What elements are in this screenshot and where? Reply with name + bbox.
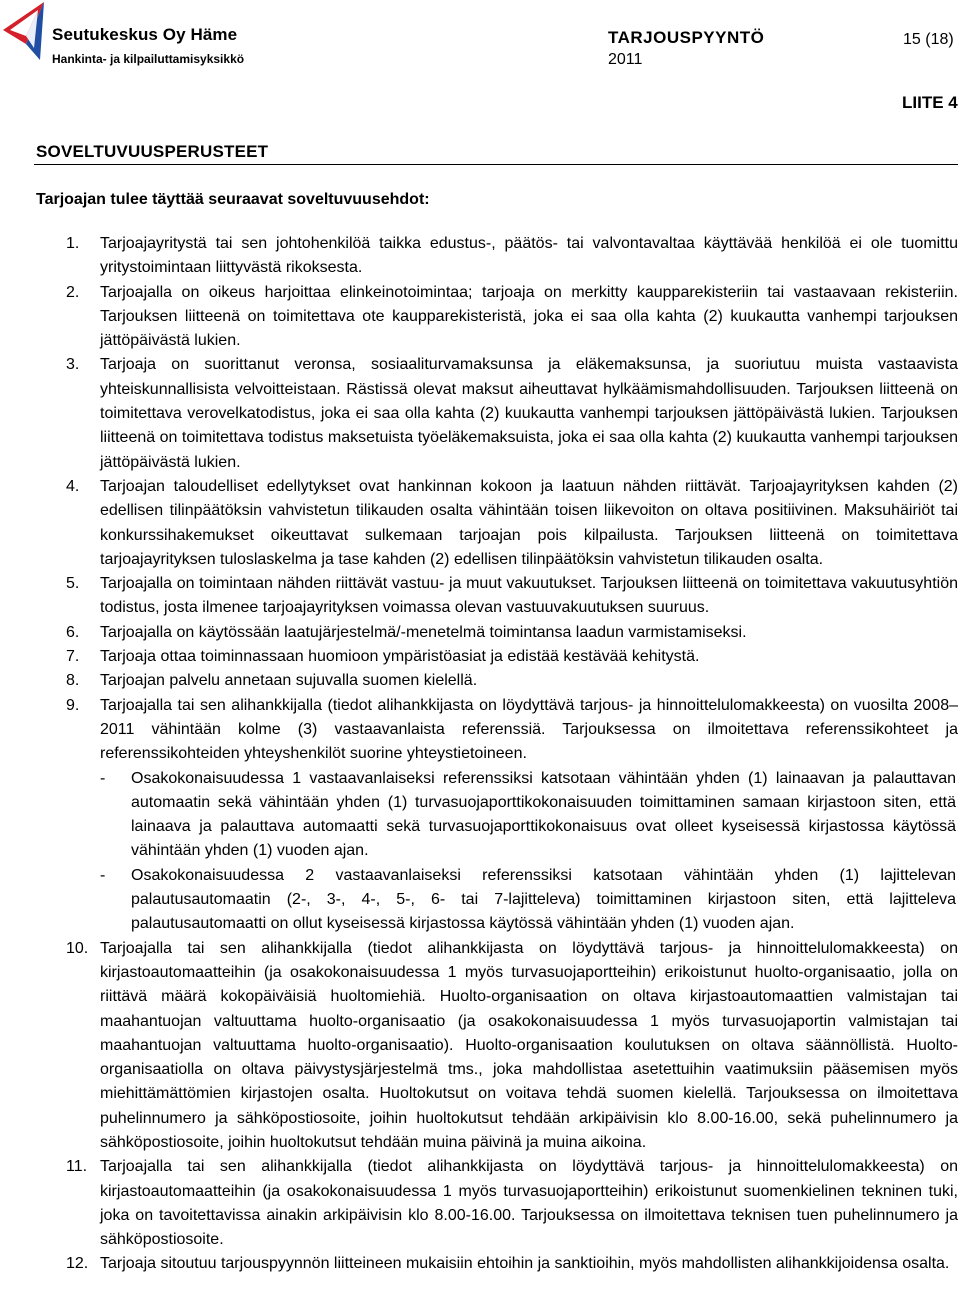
document-title: TARJOUSPYYNTÖ [608,28,765,47]
sub-list-item [0,864,958,937]
sub-item-dash: - [100,866,106,884]
item-text: Tarjoajan taloudelliset edellytykset ovat hankinnan kokoon ja laatuun nähden riittävät. Tarjoajayrityksen kahden (2) edellisen tilinpäätöksin vahvistetun tilikauden osalta vähintään toisen liikevoiton on oltava positiivinen. Maksuhäiriöt tai konkurssihakemukset oikeuttavat sulkemaan tarjoajan pois kilpailusta. Tarjouksen liitteenä on toimitettava tarjoajayrityksen tuloslaskelma ja tase kahden (2) edellisen tilinpäätöksin vahvistetun tilikauden osalta. [100,477,958,568]
item-number: 10. [66,939,89,957]
item-text: Tarjoajalla tai sen alihankkijalla (tiedot alihankkijasta on löydyttävä tarjous- ja hinnoittelulomakkeesta) on kirjastoautomaatteihin (ja osakokonaisuudessa 1 myös turvasuojaportteihin) erikoistunut huolto-organisaatio, jolla on riittävä määrä kokopäiväisiä huoltomiehiä. Huolto-organisaation on oltava kirjastoautomaattien valmistajan tai maahantuojan valtuuttama huolto-organisaatio (ja osakokonaisuudessa 1 myös turvasuojaportin valmistajan tai maahantuojan valtuuttama huolto-organisaatio). Huolto-organisaation koulutuksen on oltava säännöllistä. Huolto-organisaatiolla on oltava päivystysjärjestelmä tms., joka mahdollistaa asetettuihin vaatimuksiin pääsemisen myös miehittämättömien kirjastojen osalta. Huoltokutsut on voitava tehdä suomen kielellä. Tarjouksessa on ilmoitettava puhelinnumero ja sähköpostiosoite, joihin huoltokutsut tehdään arkipäivisin klo 8.00-16.00, sekä puhelinnumero ja sähköpostiosoite, joihin huoltokutsut tehdään muina päivinä ja muina aikoina. [100,939,958,1151]
list-item [0,937,960,1156]
item-number: 11. [66,1158,88,1176]
item-text: Tarjoajan palvelu annetaan sujuvalla suomen kielellä. [100,672,478,690]
item-number: 1. [66,235,80,252]
sub-list-item [0,767,958,864]
item-text: Tarjoajalla on toimintaan nähden riittävät vastuu- ja muut vakuutukset. Tarjouksen liitteenä on toimitettava vakuutusyhtiön todistus, josta ilmenee tarjoajayrityksen voimassa olevan vastuuvakuutuksen suuruus. [100,575,958,617]
list-item [0,669,960,693]
sub-item-text: Osakokonaisuudessa 1 vastaavanlaiseksi referenssiksi katsotaan vähintään yhden (1) lainaavan ja palauttavan automaatin sekä vähintään yhden (1) turvasuojaporttikokonaisuuden toimittaminen samaan kirjastoon siten, että lainaava ja palauttava automaatti sekä turvasuojaporttikokonaisuus ovat olleet kyseisessä kirjastossa käytössä vähintään yhden (1) vuoden ajan. [131,769,956,860]
list-item [0,232,960,281]
item-text: Tarjoajalla on oikeus harjoittaa elinkeinotoimintaa; tarjoaja on merkitty kaupparekisteriin tai vastaavaan rekisteriin. Tarjouksen liitteenä on toimitettava ote kaupparekisteristä, joka ei saa olla kahta (2) kuukautta vanhempi tarjouksen jättöpäivästä lukien. [100,283,958,350]
list-item [0,621,960,645]
organization-name: Seutukeskus Oy Häme [52,25,238,44]
organization-unit: Hankinta- ja kilpailuttamisyksikkö [52,52,245,66]
item-number: 12. [66,1255,89,1273]
item-text: Tarjoajalla tai sen alihankkijalla (tiedot alihankkijasta on löydyttävä tarjous- ja hinnoittelulomakkeesta) on vuosilta 2008–2011 vähintään kolme (3) vastaavanlaista referenssiä. Tarjouksessa on ilmoitettava referenssikohteet ja referenssikohteiden yhteyshenkilöt suorine yhteystietoineen. [100,696,958,763]
item-text: Tarjoaja ottaa toiminnassaan huomioon ympäristöasiat ja edistää kestävää kehitystä. [100,648,700,666]
item-text: Tarjoaja sitoutuu tarjouspyynnön liitteineen mukaisiin ehtoihin ja sanktioihin, myös mahdollisten alihankkijoidensa osalta. [100,1255,950,1273]
item-text: Tarjoajalla on käytössään laatujärjestelmä/-menetelmä toimintansa laadun varmistamiseksi. [100,623,747,641]
attachment-label: LIITE 4 [902,93,958,112]
intro-text: Tarjoajan tulee täyttää seuraavat soveltuvuusehdot: [36,191,430,208]
sub-item-text: Osakokonaisuudessa 2 vastaavanlaiseksi referenssiksi katsotaan vähintään yhden (1) lajittelevan palautusautomaatin (2-, 3-, 4-, 5-, 6- tai 7-lajitteleva) toimittaminen kirjastoon siten, että lajitteleva palautusautomaatti on ollut kyseisessä kirjastossa käytössä vähintään yhden (1) vuoden ajan. [131,866,956,933]
item-number: 3. [66,356,80,374]
item-number: 9. [66,696,80,714]
sub-item-dash: - [100,769,106,787]
company-logo [0,0,48,62]
item-text: Tarjoaja on suorittanut veronsa, sosiaaliturvamaksunsa ja eläkemaksunsa, ja suoriutuu muista vastaavista yhteiskunnallisista velvoitteistaan. Rästissä olevat maksut aiheuttavat hylkäämismahdollisuuden. Tarjouksen liitteenä on toimitettava verovelkatodistus, joka ei saa olla kahta (2) kuukautta vanhempi tarjouksen jättöpäivästä lukien. Tarjouksen liitteenä on toimitettava todistus maksetuista työeläkemaksuista, joka ei saa olla kahta (2) kuukautta vanhempi tarjouksen jättöpäivästä lukien. [100,356,958,471]
section-title: SOVELTUVUUSPERUSTEET [36,142,269,161]
list-item [0,1155,960,1252]
page-number: 15 (18) [903,31,954,48]
item-number: 4. [66,477,80,495]
section-divider [34,164,958,165]
item-text: Tarjoajayritystä tai sen johtohenkilöä taikka edustus-, päätös- tai valvontavaltaa käyttävää henkilöä ei ole tuomittu yritystoimintaan liittyvästä rikoksesta. [100,235,958,277]
list-item [0,281,960,354]
item-number: 2. [66,283,80,301]
list-item [0,1252,960,1276]
list-item [0,645,960,669]
requirements-list [0,232,960,1277]
item-number: 8. [66,672,80,690]
item-number: 6. [66,623,80,641]
item-number: 5. [66,575,80,593]
document-year: 2011 [608,51,643,68]
list-item [0,353,960,474]
list-item [0,572,960,621]
list-item [0,475,960,572]
item-text: Tarjoajalla tai sen alihankkijalla (tiedot alihankkijasta on löydyttävä tarjous- ja hinnoittelulomakkeesta) on kirjastoautomaatteihin (ja osakokonaisuudessa 1 myös turvasuojaportteihin) erikoistunut suomenkielinen tekninen tuki, joka on tavoitettavissa ainakin arkipäivisin klo 8.00-16.00. Tarjouksessa on ilmoitettava teknisen tuen puhelinnumero ja sähköpostiosoite. [100,1158,958,1249]
item-number: 7. [66,648,80,666]
list-item [0,694,960,937]
